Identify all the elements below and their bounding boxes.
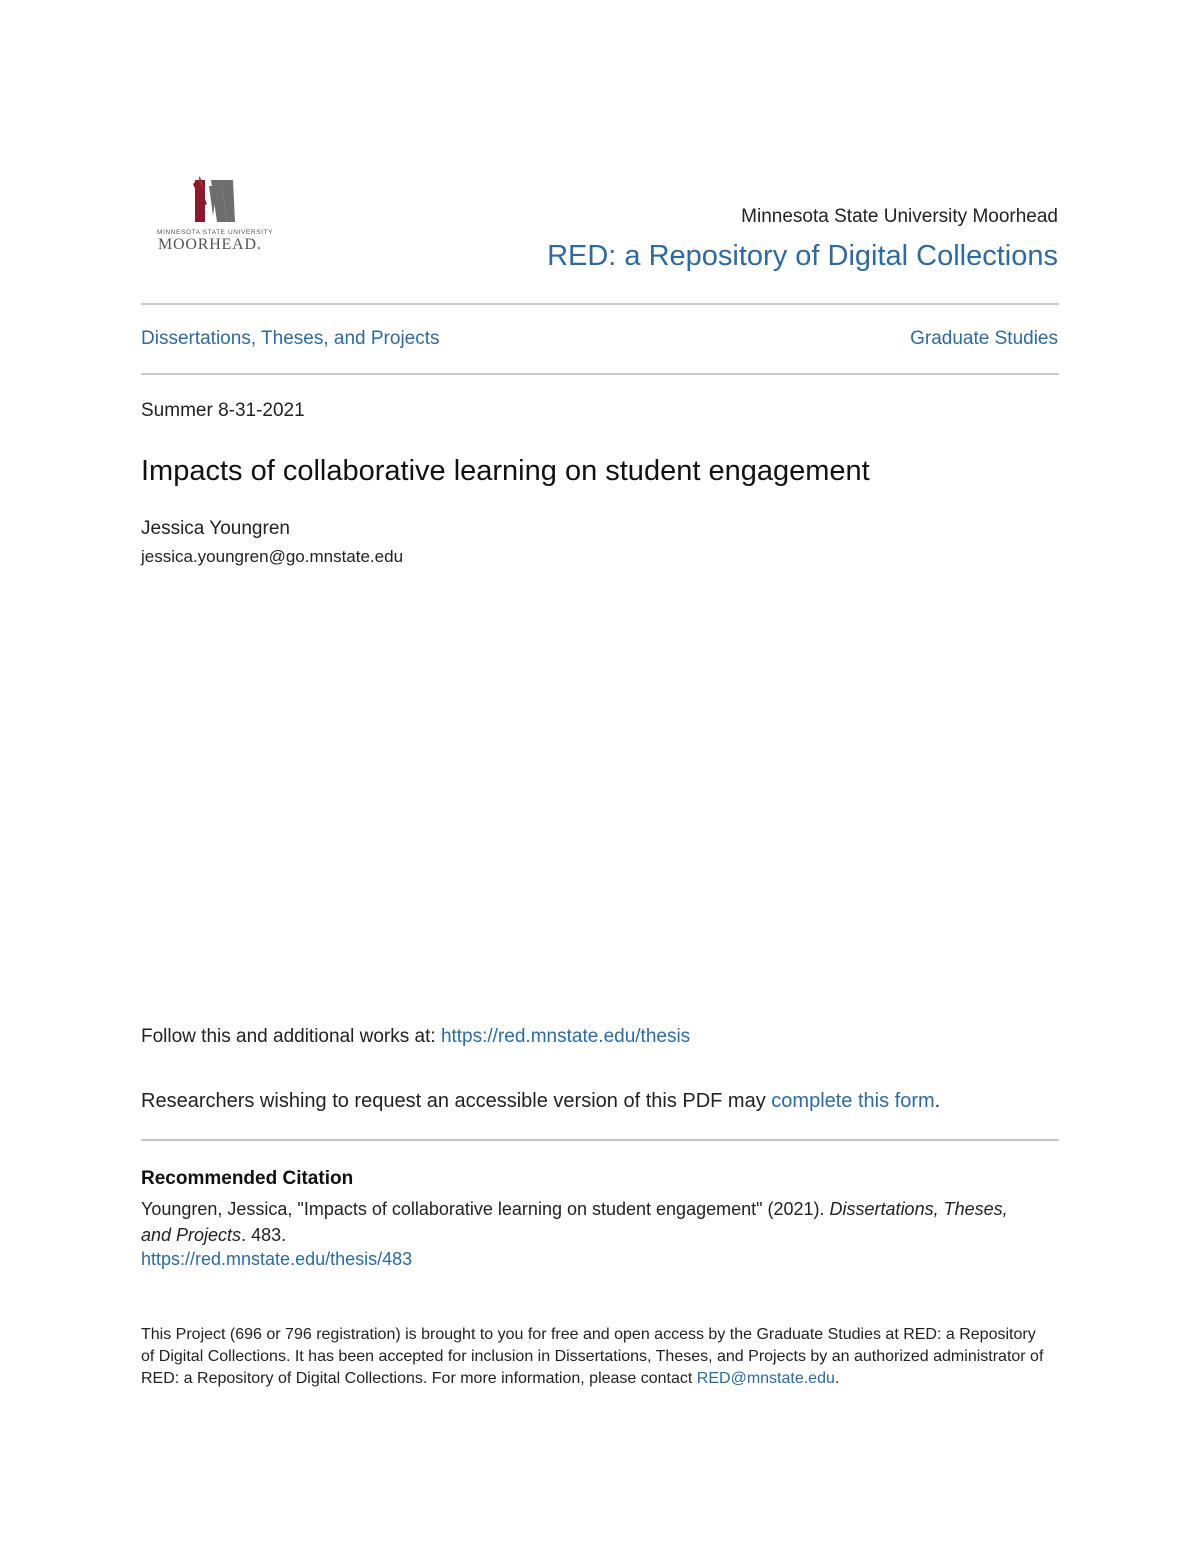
access-statement-suffix: . <box>834 1370 840 1387</box>
collection-link[interactable]: Dissertations, Theses, and Projects <box>141 328 440 349</box>
accessible-prefix: Researchers wishing to request an accessible version of this PDF may <box>141 1090 772 1112</box>
follow-line <box>141 1026 690 1048</box>
citation-url[interactable]: https://red.mnstate.edu/thesis/483 <box>141 1249 413 1269</box>
accessible-suffix: . <box>934 1090 941 1112</box>
logo-small-text: MINNESOTA STATE UNIVERSITY <box>157 229 274 236</box>
repository-link[interactable]: RED: a Repository of Digital Collections <box>547 240 1058 272</box>
contact-email-link[interactable]: RED@mnstate.edu <box>696 1370 835 1387</box>
university-name: Minnesota State University Moorhead <box>741 206 1058 227</box>
thesis-collection-url[interactable]: https://red.mnstate.edu/thesis <box>440 1026 691 1047</box>
divider <box>141 303 1059 305</box>
access-statement-text: This Project (696 or 796 registration) is brought to you for free and open access by the Graduate Studies at RED: a Repository of Digital Collections. It has been accepted for inclusion in Dissertations, Theses, and Projects by an authorized administrator of RED: a Repository of Digital Collections. For more information, please contact <box>141 1326 1044 1387</box>
citation-series: Dissertations, Theses, and Projects <box>141 1199 1008 1245</box>
author-email: jessica.youngren@go.mnstate.edu <box>141 547 404 566</box>
document-title: Impacts of collaborative learning on student engagement <box>141 455 870 487</box>
accessible-version-line <box>141 1090 940 1113</box>
divider <box>141 373 1059 375</box>
moorhead-m-logo-icon <box>155 176 245 226</box>
department-link[interactable]: Graduate Studies <box>910 328 1058 349</box>
author-name: Jessica Youngren <box>141 518 290 539</box>
divider <box>141 1139 1059 1141</box>
access-statement <box>141 1324 1051 1390</box>
complete-form-link[interactable]: complete this form <box>771 1090 935 1112</box>
citation-main: Youngren, Jessica, "Impacts of collaborative learning on student engagement" (2021). <box>141 1199 830 1219</box>
logo-wordmark: MOORHEAD. <box>158 236 262 253</box>
university-logo <box>155 176 285 256</box>
citation-number: . 483. <box>241 1225 287 1245</box>
publication-date: Summer 8-31-2021 <box>141 400 305 421</box>
citation-heading: Recommended Citation <box>141 1168 354 1189</box>
follow-prefix: Follow this and additional works at: <box>141 1026 441 1047</box>
citation-text <box>141 1196 1041 1248</box>
